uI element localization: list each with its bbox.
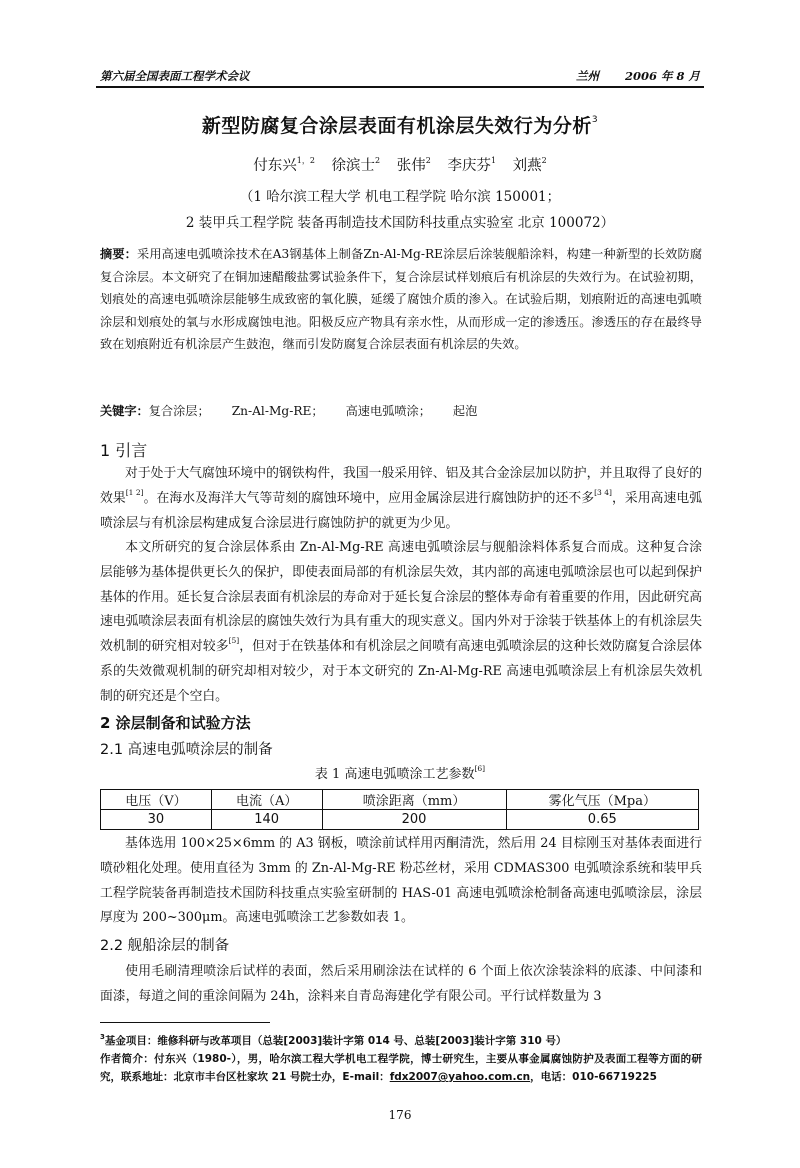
running-head <box>100 68 700 84</box>
table-caption-text: 表 1 高速电弧喷涂工艺参数 <box>314 767 475 782</box>
intro-text: ，但对于在铁基体和有机涂层之间喷有高速电弧喷涂层的这种长效防腐复合涂层体系的失效微观机制的研究却相对较少，对于本文研究的 Zn-Al-Mg-RE 高速电弧喷涂层上有机涂层失效机制的研究还是个空白。 <box>100 639 703 704</box>
keyword: 高速电弧喷涂； <box>345 404 431 418</box>
table-row <box>101 810 699 830</box>
author-name: 张伟 <box>396 158 426 174</box>
keyword: 起泡 <box>452 404 478 418</box>
table-header-cell: 电压（V） <box>101 790 212 810</box>
page-number: 176 <box>388 1108 412 1122</box>
citation: [1 2] <box>125 487 144 497</box>
author-note <box>100 1050 702 1086</box>
table-cell: 30 <box>101 810 212 830</box>
method-paragraph-1 <box>100 832 702 931</box>
title-text: 新型防腐复合涂层表面有机涂层失效行为分析 <box>201 115 592 137</box>
intro-text: 。在海水及海洋大气等苛刻的腐蚀环境中，应用金属涂层进行腐蚀防护的还不多 <box>143 490 595 506</box>
author-name: 徐滨士 <box>331 158 376 174</box>
method-paragraph-2 <box>100 960 702 1010</box>
intro-text: 本文所研究的复合涂层体系由 Zn-Al-Mg-RE 高速电弧喷涂层与舰船涂料体系复合而成。这种复合涂层能够为基体提供更长久的保护，即使表面局部的有机涂层失效，其内部的高速电弧喷涂层也可以起到保护基体的作用。延长复合涂层表面有机涂层的寿命对于延长复合涂层的整体寿命有着重要的作用，因此研究高速电弧喷涂层表面有机涂层的腐蚀失效行为具有重大的现实意义。国内外对于涂装于铁基体上的有机涂层失效机制的研究相对较多 <box>100 540 702 655</box>
email-link[interactable]: fdx2007@yahoo.com.cn <box>389 1071 531 1083</box>
subsection-heading-2-1: 2.1 高速电弧喷涂层的制备 <box>100 742 273 758</box>
fund-text: 维修科研与改革项目（总装[2003]装计字第 014 号、总装[2003]装计字第 310 号） <box>157 1035 567 1047</box>
author-note-text: 付东兴（1980-），男，哈尔滨工程大学机电工程学院，博士研究生，主要从事金属腐蚀防护及表面工程等方面的研究，联系地址：北京市丰台区杜家坎 21 号院士办，E-mail： <box>100 1053 702 1083</box>
section-heading-2: 2 涂层制备和试验方法 <box>100 714 251 732</box>
method-text: 基体选用 100×25×6mm 的 A3 钢板，喷涂前试样用丙酮清洗，然后用 24 目棕刚玉对基体表面进行喷砂粗化处理。使用直径为 3mm 的 Zn-Al-Mg-RE 粉芯丝材，采用 CDMAS300 电弧喷涂系统和装甲兵工程学院装备再制造技术国防科技重点实验室研制的 HAS-01 高速电弧喷涂枪制备高速电弧喷涂层，涂层厚度为 200~300μm。高速电弧喷涂工艺参数如表 1。 <box>100 836 702 926</box>
keyword: 复合涂层； <box>148 404 210 418</box>
author <box>513 158 547 174</box>
author-affil-mark: 1，2 <box>296 156 315 165</box>
affiliation-2: 2 装甲兵工程学院 装备再制造技术国防科技重点实验室 北京 100072） <box>185 215 615 231</box>
table-header-cell: 电流（A） <box>211 790 322 810</box>
author <box>397 158 431 174</box>
author-name: 李庆芬 <box>447 158 491 174</box>
subsection-heading-2-2: 2.2 舰船涂层的制备 <box>100 938 230 954</box>
author-affil-mark: 2 <box>541 156 547 165</box>
section-heading-1: 1 引言 <box>100 441 148 460</box>
author-affil-mark: 1 <box>490 156 497 165</box>
abstract-label: 摘要： <box>100 247 137 261</box>
method-text: 使用毛刷清理喷涂后试样的表面，然后采用刷涂法在试样的 6 个面上依次涂装涂料的底漆、中间漆和面漆，每道之间的重涂间隔为 24h，涂料来自青岛海建化学有限公司。平行试样数量为 3 <box>100 964 702 1004</box>
intro-paragraph-1 <box>100 462 702 536</box>
abstract <box>100 243 702 356</box>
author <box>332 158 381 174</box>
table-cell: 0.65 <box>506 810 698 830</box>
table-header-cell: 喷涂距离（mm） <box>322 790 506 810</box>
author-name: 付东兴 <box>253 158 297 174</box>
intro-text: ，采用高速电弧喷涂层与有机涂层构建成复合涂层进行腐蚀防护的就更为少见。 <box>100 490 703 531</box>
keywords-label: 关键字： <box>100 404 149 418</box>
author <box>447 158 496 174</box>
citation: [5] <box>228 636 240 646</box>
author-affil-mark: 2 <box>375 156 381 165</box>
fund-note <box>100 1028 702 1050</box>
footnote <box>100 1028 702 1086</box>
table-caption <box>0 763 800 782</box>
conference-date: 2006 年 8 月 <box>624 69 700 83</box>
header-rule <box>96 86 704 88</box>
conference-name: 第六届全国表面工程学术会议 <box>100 69 250 83</box>
intro-text: 对于处于大气腐蚀环境中的钢铁构件，我国一般采用锌、铝及其合金涂层加以防护，并且取得了良好的效果 <box>100 466 702 506</box>
keyword: Zn-Al-Mg-RE； <box>231 404 324 418</box>
running-head-right <box>554 68 700 84</box>
citation: [3 4] <box>594 487 612 497</box>
title-note-mark: 3 <box>591 115 599 125</box>
table-header-cell: 雾化气压（Mpa） <box>506 790 698 810</box>
author-name: 刘燕 <box>512 158 542 174</box>
fund-label: 基金项目： <box>104 1035 158 1047</box>
conference-city: 兰州 <box>575 69 599 83</box>
intro-paragraph-2 <box>100 536 702 710</box>
keywords <box>100 400 702 423</box>
footnote-mark: 3 <box>100 1033 105 1041</box>
table-header-row <box>101 790 699 810</box>
table-cell: 200 <box>322 810 506 830</box>
paper-title <box>60 111 740 138</box>
author <box>253 158 315 174</box>
table-cell: 140 <box>211 810 322 830</box>
author-affil-mark: 2 <box>425 156 431 165</box>
author-note-text: ，电话：010-66719225 <box>530 1071 657 1083</box>
author-list <box>60 154 740 175</box>
citation: [6] <box>474 764 486 773</box>
spray-parameters-table <box>100 789 699 830</box>
abstract-text: 采用高速电弧喷涂技术在A3钢基体上制备Zn-Al-Mg-RE涂层后涂装舰船涂料，构建一种新型的长效防腐复合涂层。本文研究了在铜加速醋酸盐雾试验条件下，复合涂层试样划痕后有机涂层的失效行为。在试验初期，划痕处的高速电弧喷涂层能够生成致密的氧化膜，延缓了腐蚀介质的渗入。在试验后期，划痕附近的高速电弧喷涂层和划痕处的氧与水形成腐蚀电池。阳极反应产物具有亲水性，从而形成一定的渗透压。渗透压的存在最终导致在划痕附近有机涂层产生鼓泡，继而引发防腐复合涂层表面有机涂层的失效。 <box>100 247 703 351</box>
affiliation-1: （1 哈尔滨工程大学 机电工程学院 哈尔滨 150001； <box>239 189 561 205</box>
footnote-rule <box>100 1022 270 1023</box>
author-note-label: 作者简介： <box>100 1053 155 1065</box>
